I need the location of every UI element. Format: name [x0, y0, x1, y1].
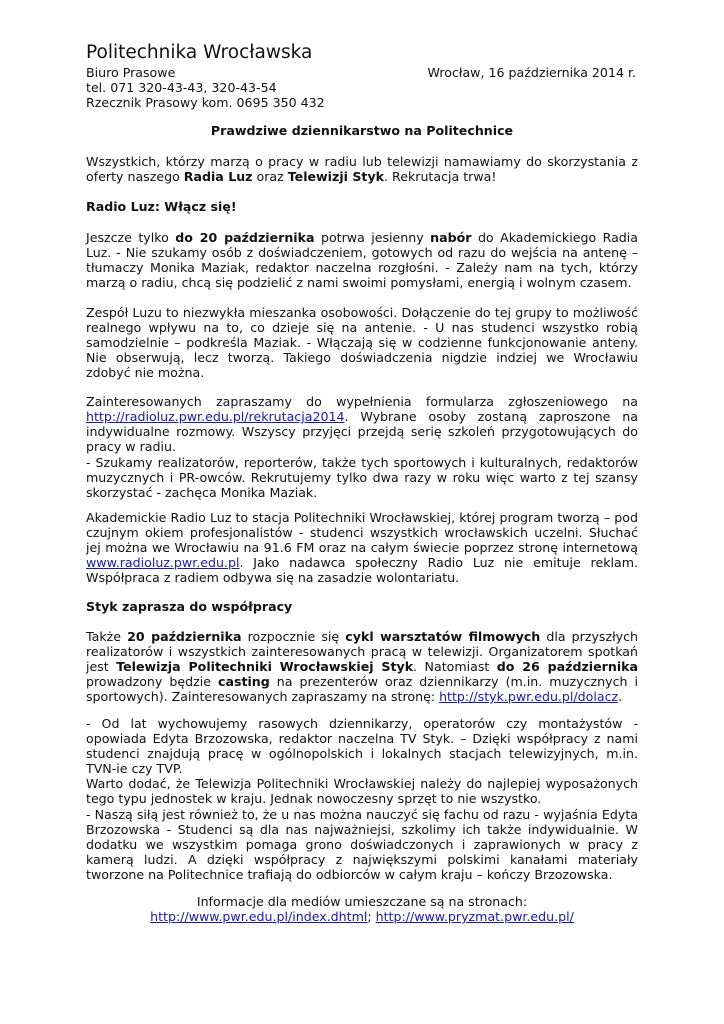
pryzmat-website-link[interactable]: http://www.pryzmat.pwr.edu.pl/: [375, 909, 574, 924]
radio-website-link[interactable]: www.radioluz.pwr.edu.pl: [86, 555, 240, 571]
radio-paragraph-3: Zainteresowanych zapraszamy do wypełnienia formularza zgłoszeniowego na http://radioluz.pwr.edu.pl/rekrutacja2014. Wybrane osoby zostaną zaproszone na indywidualne rozmowy. Wszyscy przyjęci przejdą serię szkoleń przygotowujących do pracy w radiu.: [86, 394, 638, 455]
styk-join-link[interactable]: http://styk.pwr.edu.pl/dolacz: [439, 689, 619, 705]
styk-paragraph-2: - Od lat wychowujemy rasowych dziennikarzy, operatorów czy montażystów - opowiada Edyta Brzozowska, redaktor naczelna TV Styk. – Dzięki współpracy z nami studenci znajdują pracę w ogólnopolskich i lokalnych stacjach telewizyjnych, m.in. TVN-ie czy TVP.: [86, 716, 638, 777]
radio-paragraph-5: Akademickie Radio Luz to stacja Politechniki Wrocławskiej, której program tworzą – pod czujnym okiem profesjonalistów - studenci wszystkich wrocławskich uczelni. Słuchać jej można we Wrocławiu na 91.6 FM oraz na całym świecie poprzez stronę internetową www.radioluz.pwr.edu.pl. Jako nadawca społeczny Radio Luz nie emituje reklam. Współpraca z radiem odbywa się na zasadzie wolontariatu.: [86, 510, 638, 586]
styk-heading: Styk zaprasza do współpracy: [86, 599, 293, 614]
footer-links: http://www.pwr.edu.pl/index.dhtml; http://www.pryzmat.pwr.edu.pl/: [150, 909, 574, 924]
radio-heading: Radio Luz: Włącz się!: [86, 199, 237, 214]
radio-recruitment-link[interactable]: http://radioluz.pwr.edu.pl/rekrutacja2014: [86, 409, 345, 425]
radio-paragraph-2: Zespół Luzu to niezwykła mieszanka osobowości. Dołączenie do tej grupy to możliwość realnego wpływu na to, co dzieje się na antenie. - U nas studenci wszystko robią samodzielnie – podkreśla Maziak. - Włączają się w codzienne funkcjonowanie anteny. Nie obserwują, lecz tworzą. Takiego doświadczenia nigdzie indziej we Wrocławiu zdobyć nie można.: [86, 305, 638, 381]
styk-paragraph-4: - Naszą siłą jest również to, że u nas można nauczyć się fachu od razu - wyjaśnia Edyta Brzozowska - Studenci są dla nas najważniejsi, szkolimy ich także indywidualnie. W dodatku we wszystkim pomaga grono doświadczonych i zaprawionych w pracy z kamerą ludzi. A dzięki współpracy z największymi polskimi kanałami materiały tworzone na Politechnice trafiają do odbiorców w całym kraju – kończy Brzozowska.: [86, 807, 638, 883]
organization-name: Politechnika Wrocławska: [86, 42, 313, 63]
intro-paragraph: Wszystkich, którzy marzą o pracy w radiu lub telewizji namawiamy do skorzystania z oferty naszego Radia Luz oraz Telewizji Styk. Rekrutacja trwa!: [86, 154, 638, 185]
styk-paragraph-1: Także 20 października rozpocznie się cykl warsztatów filmowych dla przyszłych realizatorów i wszystkich zainteresowanych pracą w telewizji. Organizatorem spotkań jest Telewizja Politechniki Wrocławskiej Styk. Natomiast do 26 października prowadzony będzie casting na prezenterów oraz dziennikarzy (m.in. muzycznych i sportowych). Zainteresowanych zapraszamy na stronę: http://styk.pwr.edu.pl/dolacz.: [86, 629, 639, 705]
styk-paragraph-3: Warto dodać, że Telewizja Politechniki Wrocławskiej należy do najlepiej wyposażonych tego typu jednostek w kraju. Jednak nowoczesny sprzęt to nie wszystko.: [86, 776, 638, 807]
radio-paragraph-4: - Szukamy realizatorów, reporterów, także tych sportowych i kulturalnych, redaktorów muzycznych i PR-owców. Rekrutujemy tylko dwa razy w roku więc warto z tej szansy skorzystać - zachęca Monika Maziak.: [86, 455, 638, 501]
document-title: Prawdziwe dziennikarstwo na Politechnice: [210, 123, 514, 138]
phone-numbers: tel. 071 320-43-43, 320-43-54: [86, 80, 277, 95]
press-office-label: Biuro Prasowe: [86, 65, 176, 80]
footer-info: Informacje dla mediów umieszczane są na stronach:: [196, 894, 528, 909]
document-date: Wrocław, 16 października 2014 r.: [427, 65, 636, 80]
radio-paragraph-1: Jeszcze tylko do 20 października potrwa jesienny nabór do Akademickiego Radia Luz. - Nie szukamy osób z doświadczeniem, gotowych od razu do wejścia na antenę – tłumaczy Monika Maziak, redaktor naczelna rozgłośni. - Zależy nam na tych, którzy marzą o radiu, chcą się podzielić z nami swoimi pomysłami, energią i wolnym czasem.: [86, 230, 639, 291]
pwr-website-link[interactable]: http://www.pwr.edu.pl/index.dhtml: [150, 909, 368, 924]
spokesman-contact: Rzecznik Prasowy kom. 0695 350 432: [86, 95, 325, 110]
